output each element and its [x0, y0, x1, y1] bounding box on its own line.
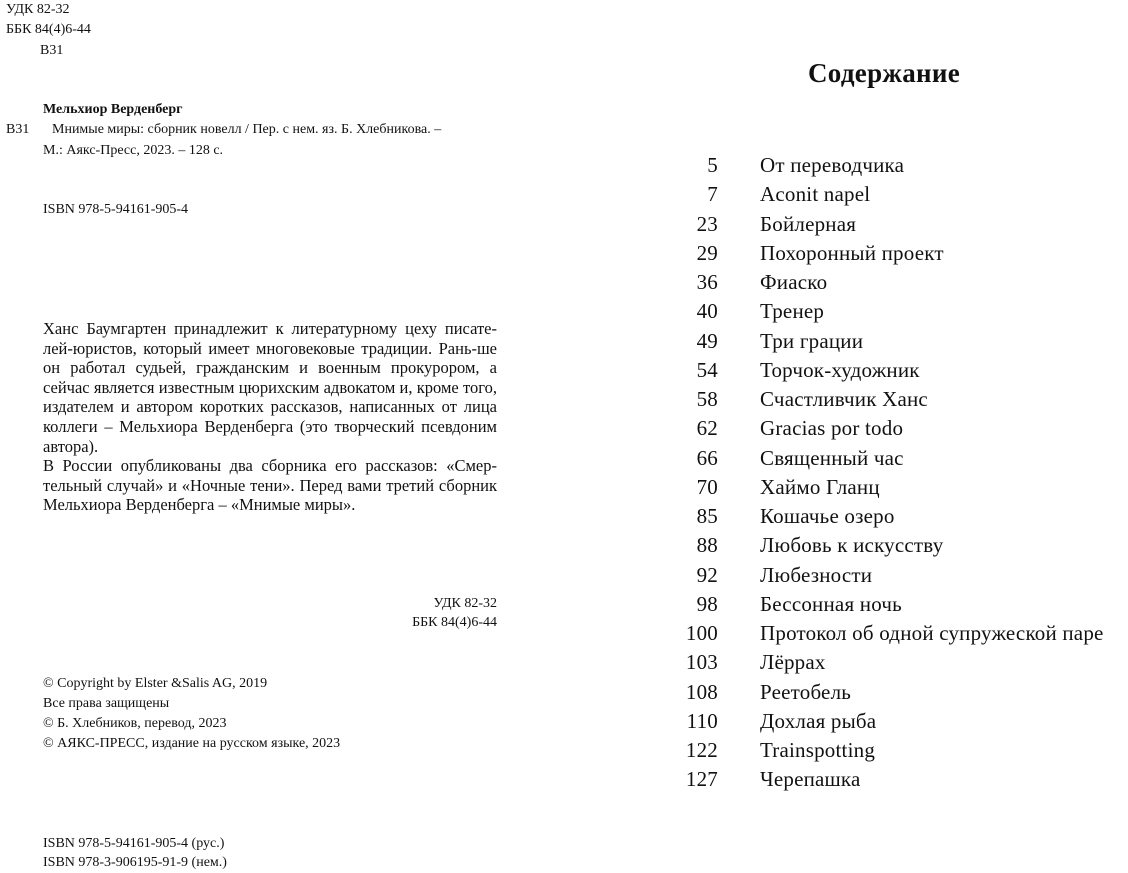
toc-entry[interactable] — [660, 297, 1104, 326]
toc-entry-title: Aconit napel — [760, 182, 871, 207]
toc-page-number: 100 — [685, 621, 718, 645]
toc-page-number: 58 — [696, 387, 718, 411]
toc-entry[interactable] — [660, 707, 1104, 736]
toc-page-number: 23 — [696, 211, 718, 236]
toc-entry-title: Похоронный проект — [760, 240, 944, 265]
copyright-line-2: Все права защищены — [43, 696, 170, 711]
biblio-line-2: М.: Аякс-Пресс, 2023. – 128 с. — [43, 143, 224, 158]
copyright-line-1: © Copyright by Elster &Salis AG, 2019 — [43, 676, 268, 691]
toc-page-number: 110 — [686, 708, 718, 733]
toc-entry-title: Хаймо Гланц — [760, 474, 880, 499]
udk-code-top: УДК 82-32 — [6, 2, 70, 17]
toc-page-number: 103 — [685, 650, 718, 675]
toc-page-number: 108 — [685, 679, 718, 704]
udk-code-bottom: УДК 82-32 — [433, 596, 497, 611]
toc-page-number: 88 — [696, 533, 718, 558]
toc-entry-title: Лёррах — [760, 650, 826, 675]
annotation-paragraph-2: В России опубликованы два сборника его рассказов: «Смер-тельный случай» и «Ночные тени». Перед вами третий сборник Мельхиора Верденберга – «Мнимые миры». — [43, 456, 497, 515]
toc-page-number: 122 — [685, 738, 718, 762]
toc-page-number: 98 — [696, 591, 718, 616]
toc-entry[interactable] — [660, 444, 1104, 473]
toc-heading: Содержание — [808, 58, 961, 88]
toc-entry[interactable] — [660, 648, 1104, 677]
toc-entry[interactable] — [660, 268, 1104, 297]
toc-entry-title: Любезности — [760, 562, 873, 587]
toc-page-number: 40 — [696, 299, 718, 324]
cutter-code-top: В31 — [40, 43, 64, 58]
toc-entry-title: Дохлая рыба — [760, 708, 877, 733]
toc-entry-title: Бессонная ночь — [760, 591, 902, 616]
toc-entry[interactable] — [660, 473, 1104, 502]
toc-entry[interactable] — [660, 239, 1104, 268]
toc-page-number: 49 — [696, 328, 718, 353]
toc-entry-title: Trainspotting — [760, 738, 876, 762]
toc-entry[interactable] — [660, 531, 1104, 560]
toc-entry-title: От переводчика — [760, 153, 905, 177]
toc-entry[interactable] — [660, 502, 1104, 531]
toc-entry[interactable] — [660, 561, 1104, 590]
toc-page-number: 36 — [696, 270, 718, 294]
toc-page-number: 7 — [707, 182, 718, 207]
toc-page-number: 54 — [696, 357, 718, 382]
toc-entry-title: Кошачье озеро — [760, 504, 895, 528]
toc-entry-title: Священный час — [760, 445, 904, 470]
toc-entry-title: Протокол об одной супружеской паре — [760, 621, 1104, 645]
table-of-contents — [660, 151, 1104, 795]
toc-entry[interactable] — [660, 327, 1104, 356]
toc-page-number: 66 — [696, 445, 718, 470]
bbk-code-bottom: ББК 84(4)6-44 — [412, 615, 497, 630]
toc-entry-title: Черепашка — [760, 767, 861, 792]
toc-entry-title: Три грации — [760, 328, 864, 353]
toc-page-number: 92 — [696, 562, 718, 587]
author-name: Мельхиор Верденберг — [43, 102, 183, 117]
toc-entry[interactable] — [660, 385, 1104, 414]
copyright-line-4: © АЯКС-ПРЕСС, издание на русском языке, 2023 — [43, 736, 341, 751]
toc-page-number: 70 — [696, 474, 718, 499]
annotation — [43, 319, 497, 515]
isbn-rus: ISBN 978-5-94161-905-4 (рус.) — [43, 836, 225, 851]
toc-entry[interactable] — [660, 765, 1104, 794]
bbk-code-top: ББК 84(4)6-44 — [6, 22, 91, 37]
toc-page-number: 85 — [696, 504, 718, 528]
isbn-ger: ISBN 978-3-906195-91-9 (нем.) — [43, 855, 227, 870]
toc-entry-title: Счастливчик Ханс — [760, 387, 928, 411]
toc-entry-title: Торчок-художник — [760, 357, 920, 382]
toc-entry-title: Gracias por todo — [760, 416, 904, 441]
toc-page-number: 127 — [685, 767, 718, 792]
toc-entry-title: Любовь к искусству — [760, 533, 944, 558]
cutter-code-side: В31 — [6, 122, 30, 137]
annotation-paragraph-1: Ханс Баумгартен принадлежит к литературному цеху писате-лей-юристов, который имеет многовековые традиции. Рань-ше он работал судьей, гражданским и военным прокурором, а сейчас является известным цюрихским адвокатом и, кроме того, издателем и автором коротких рассказов, написанных от лица коллеги – Мельхиора Верденберга (это творческий псевдоним автора). — [43, 319, 497, 456]
toc-page-number: 62 — [696, 416, 718, 441]
toc-entry[interactable] — [660, 619, 1104, 648]
toc-entry[interactable] — [660, 678, 1104, 707]
toc-entry[interactable] — [660, 414, 1104, 443]
toc-entry[interactable] — [660, 180, 1104, 209]
toc-page-number: 29 — [696, 240, 718, 265]
copyright-line-3: © Б. Хлебников, перевод, 2023 — [43, 716, 227, 731]
toc-entry[interactable] — [660, 736, 1104, 765]
toc-entry-title: Реетобель — [760, 679, 852, 704]
toc-entry-title: Тренер — [760, 299, 825, 324]
toc-entry-title: Фиаско — [760, 270, 828, 294]
toc-entry[interactable] — [660, 356, 1104, 385]
toc-entry-title: Бойлерная — [760, 211, 857, 236]
biblio-line-1: Мнимые миры: сборник новелл / Пер. с нем. яз. Б. Хлебникова. – — [52, 122, 442, 137]
toc-entry[interactable] — [660, 151, 1104, 180]
toc-entry[interactable] — [660, 590, 1104, 619]
toc-entry[interactable] — [660, 210, 1104, 239]
isbn-main: ISBN 978-5-94161-905-4 — [43, 202, 189, 217]
toc-page-number: 5 — [707, 153, 718, 177]
